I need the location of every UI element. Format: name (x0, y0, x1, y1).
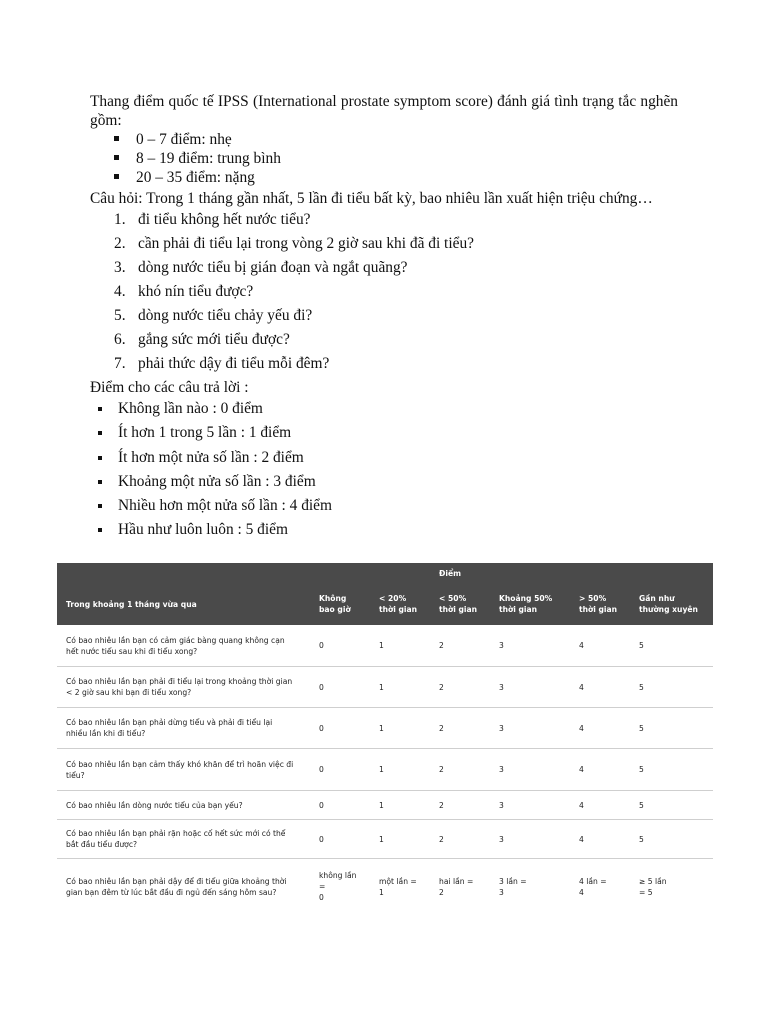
value-cell: 4 (579, 641, 584, 650)
score-label: Điểm (439, 569, 462, 578)
question-intro: Câu hỏi: Trong 1 tháng gần nhất, 5 lần đi tiểu bất kỳ, bao nhiêu lần xuất hiện triệu chứng… (90, 190, 653, 207)
column-header: > 50% thời gian (579, 594, 618, 614)
value-cell: 2 (439, 800, 444, 810)
value-cell: 1 (379, 641, 384, 650)
value-cell: 2 (439, 834, 444, 844)
value-cell: 3 lần = 3 (499, 876, 527, 897)
question-item: 1. đi tiểu không hết nước tiểu? (114, 211, 311, 228)
answer-item: Ít hơn 1 trong 5 lần : 1 điểm (96, 421, 678, 445)
value-cell: 5 (639, 723, 644, 733)
value-cell: một lần = 1 (379, 876, 417, 897)
question-item: 3. dòng nước tiểu bị gián đoạn và ngắt quãng? (114, 259, 408, 276)
value-cell: 1 (379, 834, 384, 844)
value-cell: 1 (379, 800, 384, 810)
value-cell: 2 (439, 682, 444, 692)
answer-item: Khoảng một nửa số lần : 3 điểm (96, 470, 678, 494)
value-cell: 3 (499, 641, 504, 650)
question-item: 7. phải thức dậy đi tiểu mỗi đêm? (114, 355, 330, 372)
value-cell: 3 (499, 682, 504, 692)
value-cell: 4 (579, 800, 584, 810)
intro-paragraph: Thang điểm quốc tế IPSS (International prostate symptom score) đánh giá tình trạng tắc nghẽn gồm: (90, 93, 678, 129)
table-row (57, 625, 713, 667)
question-cell: Có bao nhiêu lần bạn cảm thấy khó khăn để trì hoãn việc đi tiểu? (66, 759, 294, 780)
value-cell: 1 (379, 723, 384, 733)
value-cell: 4 (579, 682, 584, 692)
question-cell: Có bao nhiêu lần bạn phải dừng tiểu và phải đi tiểu lại nhiều lần khi đi tiểu? (66, 718, 273, 738)
period-header: Trong khoảng 1 tháng vừa qua (66, 599, 197, 609)
answer-item: Không lần nào : 0 điểm (96, 397, 678, 421)
question-cell: Có bao nhiêu lần bạn phải rặn hoặc cố hết sức mới có thể bắt đầu tiểu được? (66, 829, 286, 849)
ipss-table (57, 563, 713, 914)
question-cell: Có bao nhiêu lần bạn phải dậy để đi tiểu giữa khoảng thời gian bạn đêm từ lúc bắt đầu đi ngủ đến sáng hôm sau? (66, 876, 287, 897)
column-header: < 20% thời gian (379, 594, 418, 614)
value-cell: 0 (319, 800, 324, 810)
column-header: Khoảng 50% thời gian (499, 594, 553, 614)
value-cell: ≥ 5 lần = 5 (639, 876, 667, 897)
value-cell: 2 (439, 765, 444, 774)
question-item: 6. gắng sức mới tiểu được? (114, 331, 290, 348)
column-header: < 50% thời gian (439, 594, 478, 614)
table-row (57, 749, 713, 791)
value-cell: 5 (639, 834, 644, 844)
value-cell: 0 (319, 834, 324, 844)
table-row (57, 708, 713, 749)
severity-item: 20 – 35 điểm: nặng (114, 168, 678, 187)
value-cell: 5 (639, 641, 644, 650)
value-cell: 2 (439, 723, 444, 733)
answer-item: Nhiều hơn một nửa số lần : 4 điểm (96, 494, 678, 518)
value-cell: 2 (439, 641, 444, 650)
value-cell: 5 (639, 765, 644, 774)
value-cell: hai lần = 2 (439, 876, 474, 897)
answer-item: Ít hơn một nửa số lần : 2 điểm (96, 446, 678, 470)
question-cell: Có bao nhiêu lần dòng nước tiểu của bạn yếu? (66, 800, 243, 810)
value-cell: 4 (579, 834, 584, 844)
value-cell: 3 (499, 800, 504, 810)
question-cell: Có bao nhiêu lần bạn phải đi tiểu lại trong khoảng thời gian < 2 giờ sau khi bạn đi tiểu xong? (66, 677, 293, 697)
value-cell: 3 (499, 723, 504, 733)
value-cell: không lần = 0 (319, 871, 357, 902)
answer-item: Hầu như luôn luôn : 5 điểm (96, 518, 678, 542)
question-cell: Có bao nhiêu lần bạn có cảm giác bàng quang không cạn hết nước tiểu sau khi đi tiểu xong? (66, 635, 285, 656)
answers-list (90, 397, 678, 543)
table-row (57, 820, 713, 859)
column-header: Không bao giờ (319, 594, 351, 614)
question-item: 2. cần phải đi tiểu lại trong vòng 2 giờ sau khi đã đi tiểu? (114, 235, 474, 252)
value-cell: 4 lần = 4 (579, 876, 607, 897)
answers-heading: Điểm cho các câu trả lời : (90, 379, 249, 396)
value-cell: 4 (579, 723, 584, 733)
value-cell: 0 (319, 682, 324, 692)
question-list (90, 208, 678, 376)
value-cell: 4 (579, 765, 584, 774)
table-row (57, 859, 713, 914)
value-cell: 5 (639, 682, 644, 692)
table-row (57, 791, 713, 820)
value-cell: 0 (319, 723, 324, 733)
document-body (90, 92, 678, 543)
question-item: 5. dòng nước tiểu chảy yếu đi? (114, 307, 313, 324)
severity-list (90, 130, 678, 187)
value-cell: 1 (379, 682, 384, 692)
value-cell: 1 (379, 765, 384, 774)
severity-item: 0 – 7 điểm: nhẹ (114, 130, 678, 149)
severity-item: 8 – 19 điểm: trung bình (114, 149, 678, 168)
table-header (57, 563, 713, 625)
value-cell: 3 (499, 765, 504, 774)
value-cell: 5 (639, 800, 644, 810)
value-cell: 0 (319, 765, 324, 774)
question-item: 4. khó nín tiểu được? (114, 283, 254, 300)
value-cell: 0 (319, 641, 324, 650)
table-row (57, 667, 713, 708)
value-cell: 3 (499, 834, 504, 844)
column-header: Gần như thường xuyên (639, 594, 698, 614)
